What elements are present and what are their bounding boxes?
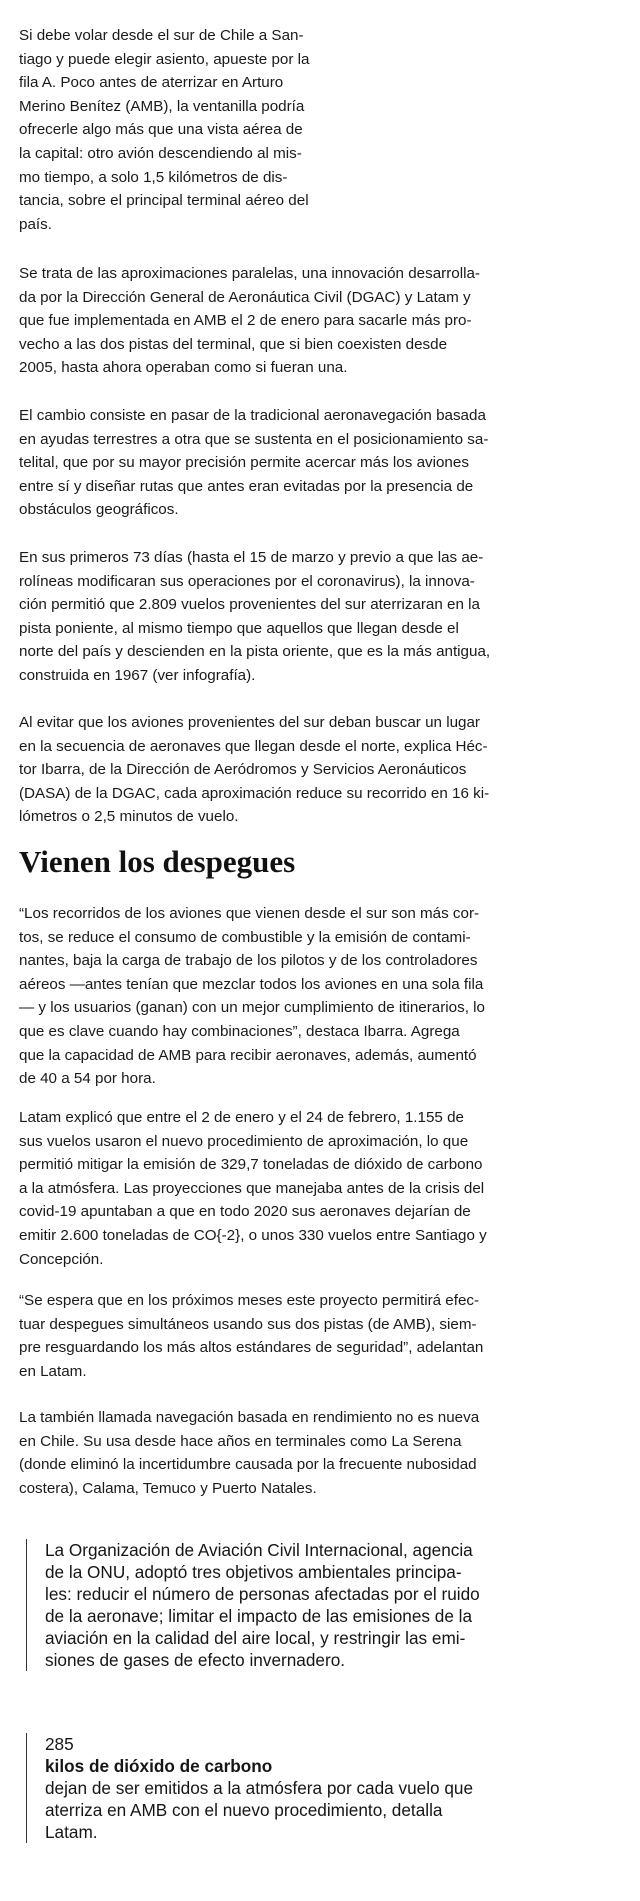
text-line: Merino Benítez (AMB), la ventanilla podría [19,97,305,115]
text-line: en ayudas terrestres a otra que se sustenta en el posicionamiento sa- [19,430,489,448]
paragraph-first-73-days [19,546,490,688]
text-line: rolíneas modificaran sus operaciones por el coronavirus), la innova- [19,572,475,590]
text-line: permitió mitigar la emisión de 329,7 toneladas de dióxido de carbono [19,1156,483,1174]
text-line: les: reducir el número de personas afectadas por el ruido [45,1584,480,1604]
stat-unit: kilos de dióxido de carbono [45,1756,273,1776]
stat-number: 285 [45,1734,74,1754]
aside-co2-stat [26,1733,537,1843]
paragraph-ibarra-quote [19,902,485,1091]
text-line: La Organización de Aviación Civil Internacional, agencia [45,1540,473,1560]
text-line: aviación en la calidad del aire local, y restringir las emi- [45,1628,466,1648]
text-line: costera), Calama, Temuco y Puerto Natales. [19,1479,317,1497]
text-line: Al evitar que los aviones provenientes del sur deban buscar un lugar [19,714,480,731]
text-line: Latam explicó que entre el 2 de enero y el 24 de febrero, 1.155 de [19,1109,464,1126]
text-line: pre resguardando los más altos estándares de seguridad”, adelantan [19,1339,484,1357]
text-line: emitir 2.600 toneladas de CO{-2}, o unos 330 vuelos entre Santiago y [19,1226,487,1244]
text-line: siones de gases de efecto invernadero. [45,1650,346,1670]
text-line: (donde eliminó la incertidumbre causada por la frecuente nubosidad [19,1456,477,1474]
text-line: Si debe volar desde el sur de Chile a San- [19,27,304,44]
text-line: de la aeronave; limitar el impacto de las emisiones de la [45,1606,473,1626]
text-line: Se trata de las aproximaciones paralelas, una innovación desarrolla- [19,265,480,282]
text-line: en la secuencia de aeronaves que llegan desde el norte, explica Héc- [19,737,488,755]
text-line: vecho a las dos pistas del terminal, que si bien coexisten desde [19,335,448,353]
paragraph-parallel-approaches [19,262,480,380]
text-line: — y los usuarios (ganan) con un mejor cumplimiento de itinerarios, lo [19,999,485,1017]
text-line: tuar despegues simultáneos usando sus dos pistas (de AMB), siem- [19,1315,477,1333]
text-line: de la ONU, adoptó tres objetivos ambientales principa- [45,1562,462,1582]
paragraph-simultaneous-takeoffs [19,1289,483,1383]
text-line: “Los recorridos de los aviones que vienen desde el sur son más cor- [19,905,480,922]
text-line: país. [19,215,52,233]
text-line: entre sí y diseñar rutas que antes eran evitadas por la presencia de [19,477,474,495]
text-line: que la capacidad de AMB para recibir aeronaves, además, aumentó [19,1046,477,1064]
text-line: tancia, sobre el principal terminal aéreo del [19,192,309,210]
text-line: en Latam. [19,1362,87,1380]
text-line: a la atmósfera. Las proyecciones que manejaba antes de la crisis del [19,1179,485,1197]
text-line: Concepción. [19,1250,104,1268]
text-line: “Se espera que en los próximos meses este proyecto permitirá efec- [19,1292,480,1309]
text-line: tiago y puede elegir asiento, apueste por la [19,50,310,68]
text-line: ofrecerle algo más que una vista aérea de [19,121,303,139]
paragraph-pbn-chile [19,1406,479,1500]
text-line: En sus primeros 73 días (hasta el 15 de marzo y previo a que las ae- [19,549,484,566]
paragraph-intro [19,24,309,236]
text-line: que fue implementada en AMB el 2 de enero para sacarle más pro- [19,312,472,330]
text-line: lómetros o 2,5 minutos de vuelo. [19,808,239,826]
text-line: La también llamada navegación basada en rendimiento no es nueva [19,1409,480,1426]
text-line: 2005, hasta ahora operaban como si fueran una. [19,359,348,377]
text-line: El cambio consiste en pasar de la tradicional aeronavegación basada [19,407,486,424]
text-line: fila A. Poco antes de aterrizar en Arturo [19,74,284,92]
text-line: Latam. [45,1822,98,1842]
text-line: que es clave cuando hay combinaciones”, destaca Ibarra. Agrega [19,1022,460,1040]
text-line: aéreos —antes tenían que mezclar todos los aviones en una sola fila [19,975,484,993]
paragraph-satellite-navigation [19,404,488,522]
aside-oaci-objectives [26,1539,537,1671]
text-line: tor Ibarra, de la Dirección de Aeródromos y Servicios Aeronáuticos [19,761,467,779]
text-line: norte del país y descienden en la pista oriente, que es la más antigua, [19,643,491,661]
text-line: pista poniente, al mismo tiempo que aquellos que llegan desde el [19,619,459,637]
text-line: ción permitió que 2.809 vuelos provenientes del sur aterrizaran en la [19,596,480,614]
text-line: mo tiempo, a solo 1,5 kilómetros de dis- [19,168,288,186]
text-line: aterriza en AMB con el nuevo procedimiento, detalla [45,1800,443,1820]
text-line: construida en 1967 (ver infografía). [19,666,256,684]
text-line: la capital: otro avión descendiendo al mis- [19,144,302,162]
text-line: telital, que por su mayor precisión permite acercar más los aviones [19,454,469,472]
text-line: dejan de ser emitidos a la atmósfera por cada vuelo que [45,1778,474,1798]
text-line: tos, se reduce el consumo de combustible y la emisión de contami- [19,928,471,946]
text-line: covid-19 apuntaban a que en todo 2020 sus aeronaves dejarían de [19,1203,471,1221]
text-line: da por la Dirección General de Aeronáutica Civil (DGAC) y Latam y [19,288,471,306]
text-line: (DASA) de la DGAC, cada aproximación reduce su recorrido en 16 ki- [19,784,490,802]
text-line: de 40 a 54 por hora. [19,1070,156,1088]
text-line: nantes, baja la carga de trabajo de los pilotos y de los controladores [19,952,478,970]
section-heading: Vienen los despegues [19,844,296,879]
paragraph-route-reduction [19,711,489,829]
text-line: en Chile. Su usa desde hace años en terminales como La Serena [19,1432,462,1450]
text-line: sus vuelos usaron el nuevo procedimiento de aproximación, lo que [19,1132,469,1150]
paragraph-latam-emissions [19,1106,487,1271]
text-line: obstáculos geográficos. [19,501,179,519]
